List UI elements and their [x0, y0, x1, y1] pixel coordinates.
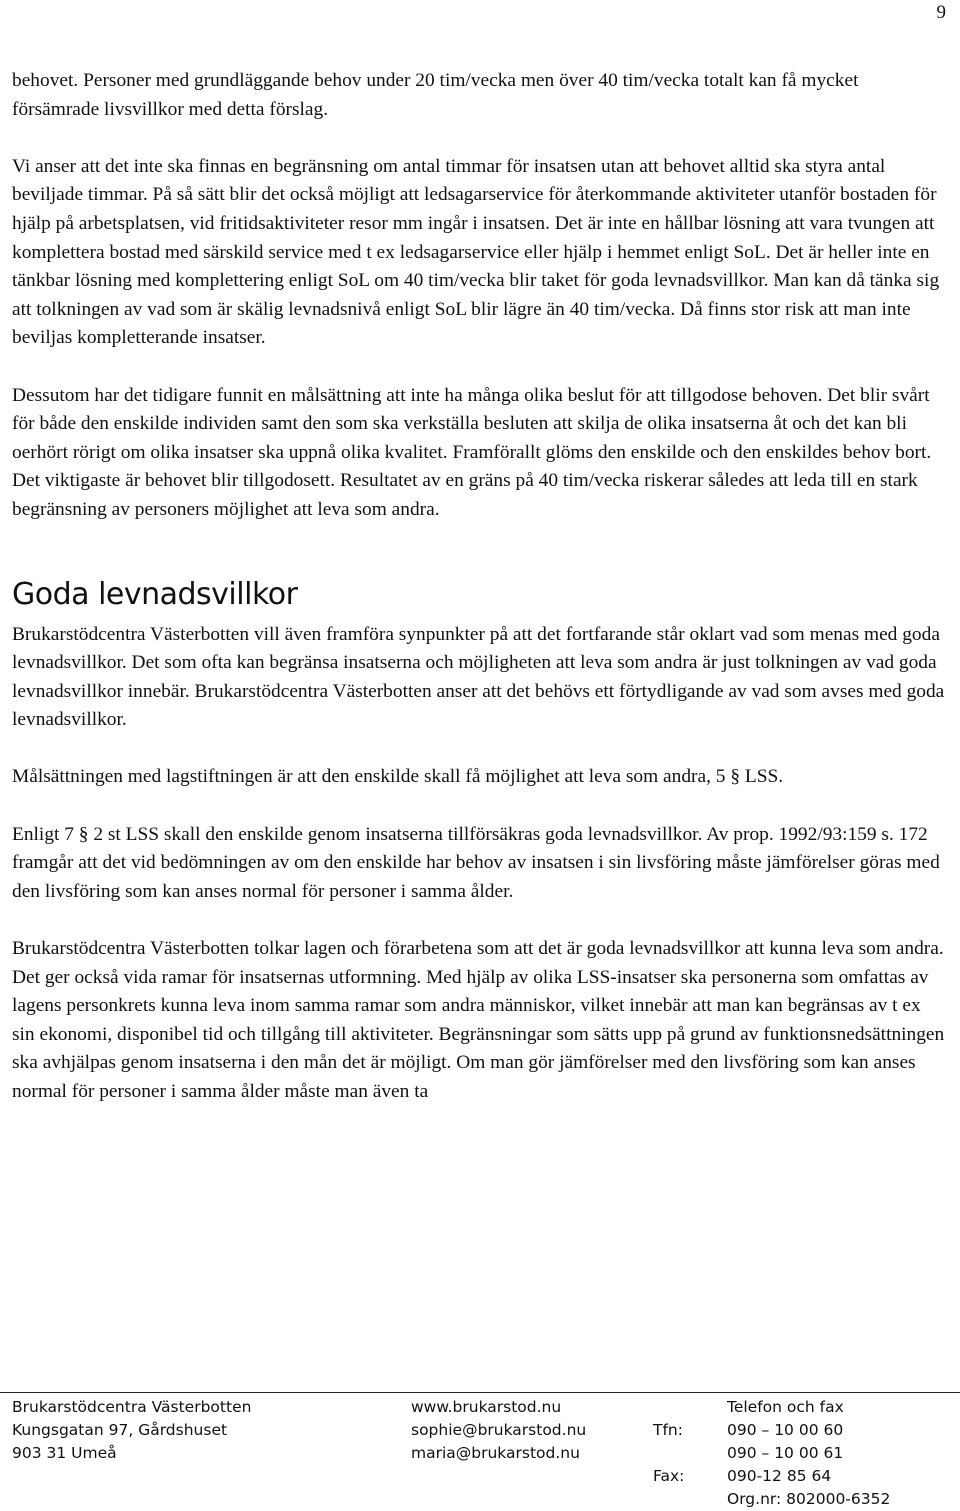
footer-fax-label: Fax:: [653, 1467, 685, 1485]
footer-address-column: [12, 1396, 251, 1465]
footer-address: Kungsgatan 97, Gårdshuset: [12, 1421, 228, 1439]
section-heading: Goda levnadsvillkor: [12, 576, 298, 612]
footer-org-name: Brukarstödcentra Västerbotten: [12, 1398, 252, 1416]
footer-website-link[interactable]: www.brukarstod.nu: [411, 1398, 562, 1416]
footer-contact-heading: Telefon och fax: [727, 1398, 844, 1416]
page-footer: [0, 1392, 960, 1510]
footer-phone: 090 – 10 00 61: [727, 1444, 844, 1462]
footer-fax: 090-12 85 64: [727, 1467, 832, 1485]
footer-email-link[interactable]: sophie@brukarstod.nu: [411, 1421, 587, 1439]
footer-phone: 090 – 10 00 60: [727, 1421, 844, 1439]
footer-phone-column: [727, 1396, 890, 1511]
footer-tfn-label: Tfn:: [653, 1421, 683, 1439]
paragraph: Brukarstödcentra Västerbotten tolkar lagen och förarbetena som att det är goda levnadsvillkor att kunna leva som andra. Det ger också vida ramar för insatsernas utformning. Med hjälp av olika LSS-insatser ska personerna som omfattas av lagens personkrets kunna leva inom samma ramar som andra människor, vilket innebär att man kan begränsas av t ex sin ekonomi, disponibel tid och tillgång till aktiviteter. Begränsningar som sätts upp på grund av funktionsnedsättningen ska avhjälpas genom insatserna i den mån det är möjligt. Om man gör jämförelser med den livsföring som kan anses normal för personer i samma ålder måste man även ta: [12, 938, 945, 1102]
paragraph: Dessutom har det tidigare funnit en målsättning att inte ha många olika beslut för att tillgodose behoven. Det blir svårt för både den enskilde individen samt den som ska verkställa besluten att skilja de olika insatserna åt och det kan bli oerhört rörigt om olika insatser ska uppnå olika kvalitet. Framförallt glöms den enskilde och den enskildes behov bort. Det viktigaste är behovet blir tillgodosett. Resultatet av en gräns på 40 tim/vecka riskerar således att leda till en stark begränsning av personers möjlighet att leva som andra.: [12, 384, 932, 520]
footer-orgnr: Org.nr: 802000-6352: [727, 1490, 891, 1508]
paragraph: Målsättningen med lagstiftningen är att den enskilde skall få möjlighet att leva som andra, 5 § LSS.: [12, 766, 784, 788]
footer-label-column: [653, 1396, 684, 1488]
paragraph: Enligt 7 § 2 st LSS skall den enskilde genom insatserna tillförsäkras goda levnadsvillkor. Av prop. 1992/93:159 s. 172 framgår att det vid bedömningen av om den enskilde har behov av insatsen i sin livsföring måste jämförelser göras med den livsföring som kan anses normal för personer i samma ålder.: [12, 823, 940, 902]
footer-postal: 903 31 Umeå: [12, 1444, 117, 1462]
footer-web-column: [411, 1396, 586, 1465]
document-body: [12, 67, 947, 1107]
page-number: 9: [936, 2, 946, 23]
paragraph: Vi anser att det inte ska finnas en begränsning om antal timmar för insatsen utan att behovet alltid ska styra antal beviljade timmar. På så sätt blir det också möjligt att ledsagarservice för återkommande aktiviteter utanför bostaden för hjälp på arbetsplatsen, vid fritidsaktiviteter resor mm ingår i insatsen. Det är inte en hållbar lösning att vara tvungen att komplettera bostad med särskild service med t ex ledsagarservice eller hjälp i hemmet enligt SoL. Det är heller inte en tänkbar lösning med komplettering enligt SoL om 40 tim/vecka blir taket för goda levnadsvillkor. Man kan då tänka sig att tolkningen av vad som är skälig levnadsnivå enligt SoL blir lägre än 40 tim/vecka. Då finns stor risk att man inte beviljas kompletterande insatser.: [12, 155, 940, 349]
footer-email-link[interactable]: maria@brukarstod.nu: [411, 1444, 580, 1462]
paragraph: behovet. Personer med grundläggande behov under 20 tim/vecka men över 40 tim/vecka totalt kan få mycket försämrade livsvillkor med detta förslag.: [12, 70, 859, 120]
paragraph: Brukarstödcentra Västerbotten vill även framföra synpunkter på att det fortfarande står oklart vad som menas med goda levnadsvillkor. Det som ofta kan begränsa insatserna och möjligheten att leva som andra är just tolkningen av vad goda levnadsvillkor innebär. Brukarstödcentra Västerbotten anser att det behövs ett förtydligande av vad som avses med goda levnadsvillkor.: [12, 623, 945, 731]
